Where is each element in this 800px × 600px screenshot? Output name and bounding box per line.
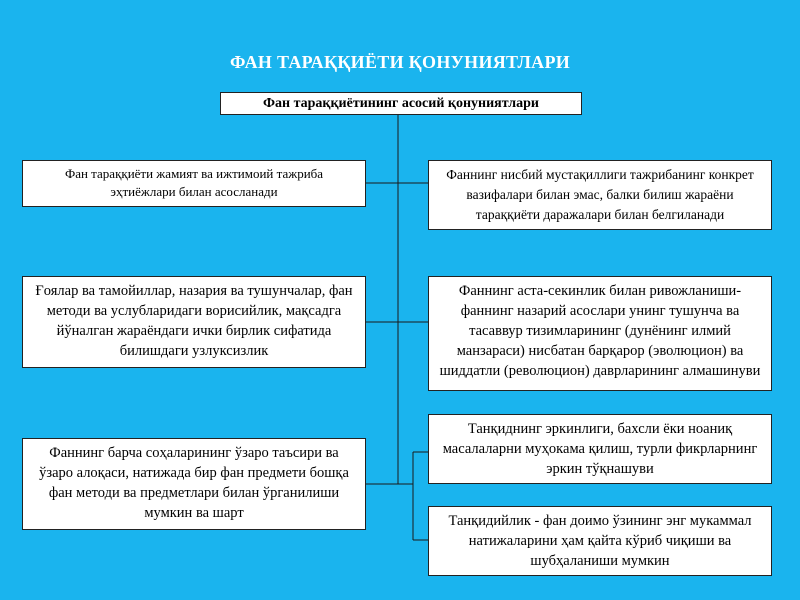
left-box-3-text: Фаннинг барча соҳаларининг ўзаро таъсири ва ўзаро алоқаси, натижада бир фан предмети бошқа фан методи ва предметлари билан ўрганилиши мумкин ва шарт: [39, 445, 349, 521]
left-box-1-text: Фан тараққиёти жамият ва ижтимоий тажриба эҳтиёжлари билан асосланади: [64, 166, 324, 199]
left-box-2: [22, 276, 366, 368]
right-box-2-text: Фаннинг аста-секинлик билан ривожланиши- фаннинг назарий асослари унинг тушунча ва тасаввур тизимларининг (дунёнинг илмий манзараси) нисбатан барқарор (эволюцион) ва шиддатли (революцион) даврларининг алмашинуви: [439, 283, 761, 379]
right-box-3-text: Танқиднинг эркинлиги, бахсли ёки ноаниқ масалаларни муҳокама қилиш, турли фикрларнинг эркин тўқнашуви: [442, 421, 758, 477]
left-box-3: [22, 438, 366, 530]
right-box-1-text: Фаннинг нисбий мустақиллиги тажрибанинг конкрет вазифалари билан эмас, балки билиш жараёни тараққиёти даражалари билан белгиланади: [446, 167, 754, 222]
left-box-1: [22, 160, 366, 207]
right-box-4: [428, 506, 772, 576]
left-box-2-text: Ғоялар ва тамойиллар, назария ва тушунчалар, фан методи ва услубларидаги ворисийлик, мақсадга йўналган жараёндаги ички бирлик сифатида билишдаги узлуксизлик: [35, 283, 353, 359]
right-box-4-text: Танқидийлик - фан доимо ўзининг энг мукаммал натижаларини ҳам қайта кўриб чиқиши ва шубҳаланиши мумкин: [448, 513, 752, 569]
right-box-2: [428, 276, 772, 391]
right-box-3: [428, 414, 772, 484]
diagram-title: ФАН ТАРАҚҚИЁТИ ҚОНУНИЯТЛАРИ: [229, 52, 571, 72]
root-label: Фан тараққиётининг асосий қонуниятлари: [263, 95, 539, 111]
right-box-1: [428, 160, 772, 230]
root-box: [220, 92, 582, 115]
